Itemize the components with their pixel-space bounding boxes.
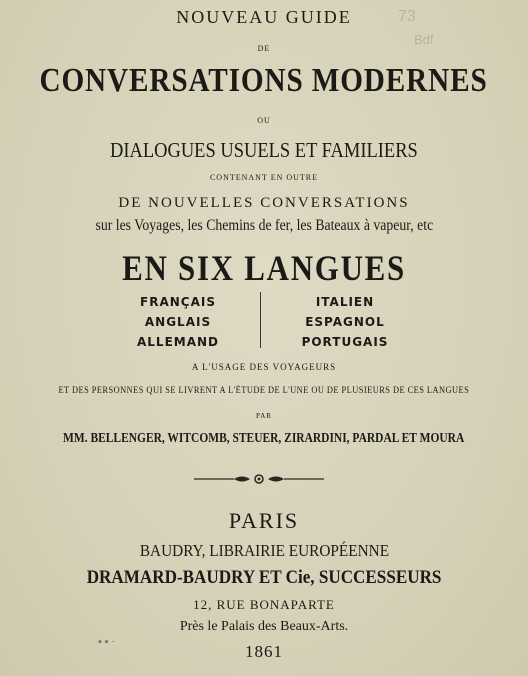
language-item: ITALIEN (315, 295, 375, 309)
publisher-line-1: BAUDRY, LIBRAIRIE EUROPÉENNE (139, 541, 389, 560)
nouvelles-conversations: DE NOUVELLES CONVERSATIONS (118, 195, 410, 211)
voyages-line: sur les Voyages, les Chemins de fer, les Bateaux à vapeur, etc (95, 217, 433, 234)
languages-block (0, 292, 528, 352)
usage-personnes: ET DES PERSONNES QUI SE LIVRENT A L'ÉTUDE DE L'UNE OU DE PLUSIEURS DE CES LANGUES (58, 385, 470, 395)
language-item: ESPAGNOL (305, 315, 385, 329)
main-title: CONVERSATIONS MODERNES (39, 62, 489, 99)
authors: MM. BELLENGER, WITCOMB, STEUER, ZIRARDINI, PARDAL ET MOURA (63, 431, 465, 446)
contenant-en-outre: CONTENANT EN OUTRE (209, 173, 319, 182)
publisher-line-2: DRAMARD-BAUDRY ET Cie, SUCCESSEURS (86, 567, 442, 588)
language-item: ANGLAIS (144, 315, 212, 329)
year: 1861 (245, 642, 283, 661)
subtitle-dialogues: DIALOGUES USUELS ET FAMILIERS (110, 138, 418, 162)
ornament-rule (194, 473, 324, 485)
library-stamp-2: Bdf (414, 32, 434, 47)
column-divider (260, 292, 261, 348)
city-paris: PARIS (228, 508, 300, 533)
word-par: PAR (256, 412, 272, 420)
address-line: 12, RUE BONAPARTE (193, 597, 335, 612)
languages-left (128, 292, 228, 352)
languages-right (286, 292, 404, 352)
usage-voyageurs: A L'USAGE DES VOYAGEURS (191, 362, 337, 372)
language-item: FRANÇAIS (140, 295, 216, 309)
heading-nouveau-guide: NOUVEAU GUIDE (176, 7, 352, 27)
ink-specks: ▪ ▪ · (98, 636, 115, 648)
library-stamp: 73 (398, 8, 416, 25)
word-ou: OU (257, 116, 271, 125)
language-item: PORTUGAIS (301, 335, 389, 349)
six-langues: EN SIX LANGUES (122, 248, 406, 288)
language-item: ALLEMAND (136, 335, 219, 349)
address-line-2: Près le Palais des Beaux-Arts. (179, 619, 349, 634)
word-de: DE (257, 44, 271, 53)
